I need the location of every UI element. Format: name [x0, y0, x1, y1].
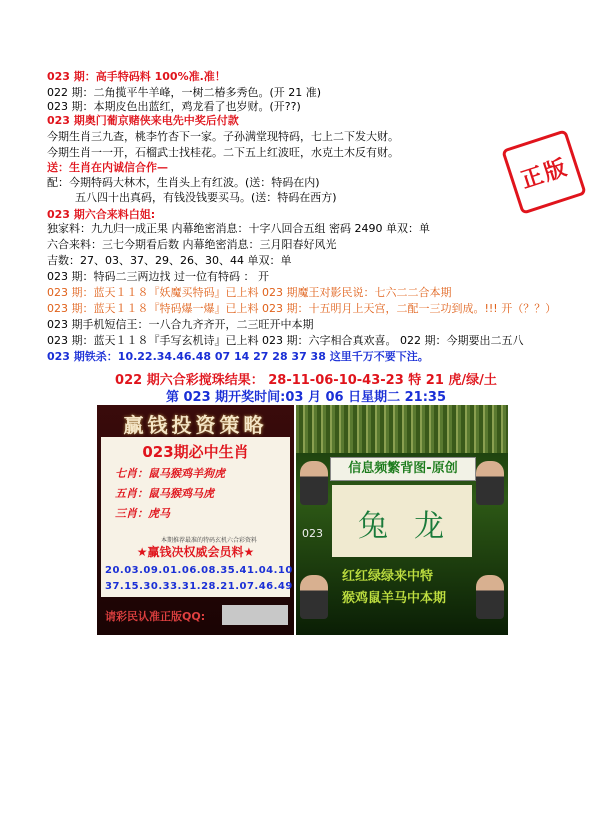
member-banner: ★赢钱决权威会员料★ [136, 545, 255, 559]
zodiac-dragon: 龙 [414, 509, 444, 544]
right-panel-issue: 023 [302, 527, 323, 540]
text-line: 022 期：二角揽平牛羊峰，一树二椿多秀色。(开 21 准) [47, 86, 322, 99]
numbers-row-1: 20.03.09.01.06.08.35.41.04.10 [105, 565, 293, 576]
text-line: 五八四十出真码，有钱没钱要买马。(送：特码在西方) [75, 191, 337, 204]
text-line: 六合来料：三七今期看后数 内幕绝密消息：三月阳春好风光 [47, 238, 337, 251]
left-panel [97, 405, 294, 635]
five-zodiac-row: 五肖：鼠马猴鸡马虎 [115, 487, 214, 500]
left-panel-headline: 023期必中生肖 [142, 443, 249, 461]
person-photo-3 [300, 575, 328, 619]
numbers-row-2: 37.15.30.33.31.28.21.07.46.49 [105, 581, 293, 592]
text-line: 023 期铁杀：10.22.34.46.48 07 14 27 28 37 38 这里千万不要下注。 [47, 350, 429, 363]
text-line: 023 期奥门葡京赌侠来电先中奖后付款 [47, 114, 239, 127]
text-line: 今期生肖一一开，石榴武士找桂花。二下五上红波旺，水克土木反有财。 [47, 146, 399, 159]
text-line: 023 期：蓝天１１８『特码爆一爆』已上料 023 期：十五明月上天宫，二配一三功到成。!!! 开（？？） [47, 302, 557, 315]
zodiac-box [332, 485, 472, 557]
right-panel-title: 信息频繁背图-原创 [330, 457, 476, 481]
text-line: 送：生肖在内诚信合作— [47, 161, 168, 174]
left-panel-box [101, 437, 293, 597]
person-photo-1 [300, 461, 328, 505]
right-panel-line-1: 红红绿绿来中特 [342, 569, 434, 584]
draw-time: 第 023 期开奖时间:03 月 06 日星期二 21:35 [165, 390, 447, 405]
right-panel-line-2: 猴鸡鼠羊马中本期 [342, 591, 447, 606]
left-panel-title: 赢钱投资策略 [123, 413, 268, 437]
left-panel-footer: 请彩民认准正版QQ: [105, 610, 206, 623]
person-photo-2 [476, 461, 504, 505]
text-line: 023 期：本期皮色出蓝红，鸡龙看了也岁财。(开??) [47, 100, 301, 113]
three-zodiac-row: 三肖：虎马 [115, 507, 170, 520]
qq-box [222, 605, 288, 625]
seven-zodiac-row: 七肖：鼠马猴鸡羊狗虎 [115, 467, 225, 480]
left-panel-tiny-text: 本期推荐最准的特码玄机六合彩资料 [161, 537, 258, 544]
right-panel [296, 405, 508, 635]
text-line: 023 期手机短信王：一八合九齐齐开，二三旺开中本期 [47, 318, 314, 331]
genuine-stamp: 正版 [501, 129, 587, 215]
text-line: 吉数：27、03、37、29、26、30、44 单双：单 [47, 254, 292, 267]
text-line: 023 期：蓝天１１８『妖魔买特码』已上料 023 期魔王对影民说：七六二二合本期 [47, 286, 452, 299]
text-line: 023 期：特码二三两边找 过一位有特码 ： 开 [47, 270, 269, 283]
text-line: 今期生肖三九查，桃李竹杏下一家。子孙满堂现特码，七上二下发大财。 [47, 130, 399, 143]
text-line: 配：今期特码大林木，生肖头上有红波。(送：特码在内) [47, 176, 320, 189]
zodiac-rabbit: 兔 [358, 509, 388, 544]
text-line: 023 期六合来料白姐: [47, 208, 156, 221]
decorative-banner [296, 405, 508, 453]
text-line: 023 期：高手特码料 100%准.准！ [47, 70, 226, 83]
person-photo-4 [476, 575, 504, 619]
text-line: 独家料：九九归一成正果 内幕绝密消息：十字八回合五组 密码 2490 单双：单 [47, 222, 430, 235]
draw-result: 022 期六合彩搅珠结果： 28-11-06-10-43-23 特 21 虎/绿/土 [115, 373, 497, 388]
text-line: 023 期：蓝天１１８『手写玄机诗』已上料 023 期：六字相合真欢喜。 022 期：今期要出二五八 [47, 334, 524, 347]
